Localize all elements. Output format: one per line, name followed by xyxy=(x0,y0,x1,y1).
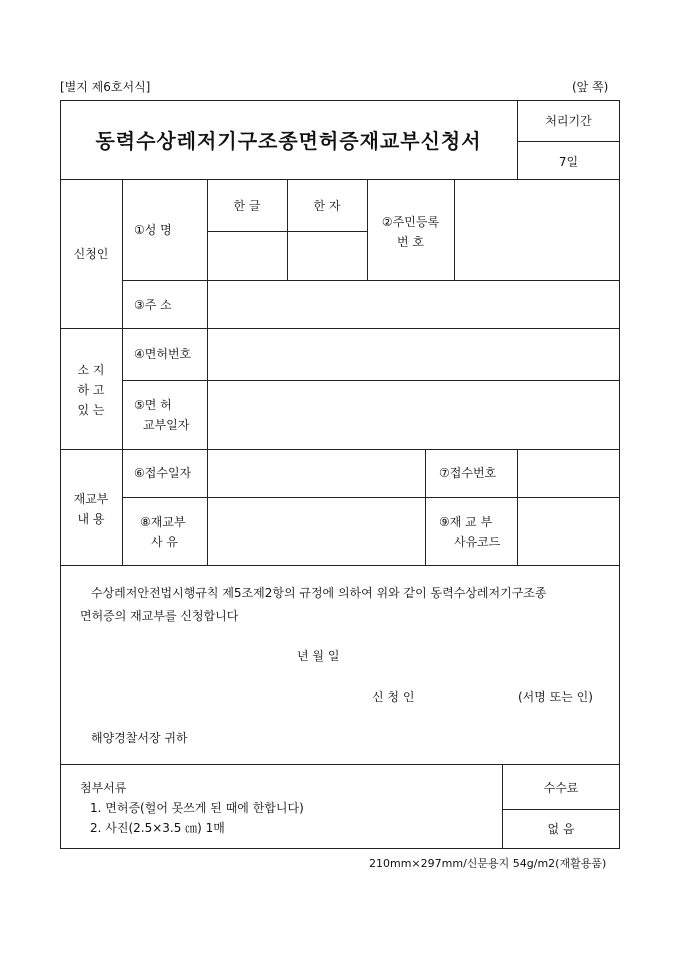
receipt-number-field[interactable] xyxy=(518,450,619,496)
divider xyxy=(60,565,620,566)
address-field[interactable] xyxy=(208,281,619,327)
name-label: ①성 명 xyxy=(134,223,172,237)
receipt-date-field[interactable] xyxy=(208,450,424,496)
issue-date-label: ⑤면 허 xyxy=(134,398,172,412)
date-line: 년 월 일 xyxy=(297,649,340,663)
applicant-signature-label: 신 청 인 xyxy=(372,690,415,704)
reissue-reason-field[interactable] xyxy=(208,498,424,564)
divider xyxy=(517,141,620,142)
divider xyxy=(367,179,368,280)
reissue-reason-label-2: 사 유 xyxy=(151,535,178,549)
divider xyxy=(425,449,426,565)
holding-section-label-3: 있 는 xyxy=(77,403,105,417)
fee-value: 없 음 xyxy=(547,822,575,836)
divider xyxy=(502,809,620,810)
addressee: 해양경찰서장 귀하 xyxy=(91,731,188,745)
issue-date-field[interactable] xyxy=(208,381,619,448)
hangul-label: 한 글 xyxy=(233,199,261,213)
sign-or-seal-note: (서명 또는 인) xyxy=(518,690,593,704)
page-side-label: (앞 쪽) xyxy=(572,80,609,94)
name-hangul-field[interactable] xyxy=(208,232,286,279)
address-label: ③주 소 xyxy=(134,298,172,312)
holding-section-label-2: 하 고 xyxy=(77,383,105,397)
name-hanja-field[interactable] xyxy=(288,232,366,279)
rrn-label: ②주민등록 xyxy=(381,215,440,229)
hanja-label: 한 자 xyxy=(313,199,341,213)
rrn-label-2: 번 호 xyxy=(397,235,424,249)
divider xyxy=(60,764,620,765)
attachment-item-2: 2. 사진(2.5×3.5 ㎝) 1매 xyxy=(90,821,225,835)
form-title: 동력수상레저기구조종면허증재교부신청서 xyxy=(95,129,482,153)
signature-field[interactable] xyxy=(430,684,510,710)
reissue-section-label-2: 내 용 xyxy=(77,512,105,526)
license-number-label: ④면허번호 xyxy=(134,347,192,361)
divider xyxy=(122,179,123,565)
processing-period-label: 처리기간 xyxy=(545,114,592,128)
divider xyxy=(502,764,503,849)
form-number: [별지 제6호서식] xyxy=(60,80,151,94)
reissue-reason-label: ⑧재교부 xyxy=(140,515,186,529)
paper-spec-footer: 210mm×297mm/신문용지 54g/m2(재활용품) xyxy=(369,857,607,870)
rrn-field[interactable] xyxy=(455,180,619,279)
attachments-label: 첨부서류 xyxy=(80,781,127,795)
applicant-section-label: 신청인 xyxy=(73,247,109,261)
reissue-section-label: 재교부 xyxy=(73,492,109,506)
reason-code-field[interactable] xyxy=(518,498,619,564)
issue-date-label-2: 교부일자 xyxy=(143,418,190,432)
license-number-field[interactable] xyxy=(208,329,619,379)
holding-section-label: 소 지 xyxy=(77,363,105,377)
processing-period-value: 7일 xyxy=(558,155,579,169)
receipt-date-label: ⑥접수일자 xyxy=(134,466,192,480)
statement-text: 수상레저안전법시행규칙 제5조제2항의 규정에 의하여 위와 같이 동력수상레저기구조종 xyxy=(91,586,547,600)
fee-label: 수수료 xyxy=(543,781,579,795)
statement-text-2: 면허증의 재교부를 신청합니다 xyxy=(80,609,239,623)
reason-code-label-2: 사유코드 xyxy=(454,535,501,549)
reason-code-label: ⑨재 교 부 xyxy=(439,515,493,529)
receipt-number-label: ⑦접수번호 xyxy=(439,466,497,480)
attachment-item: 1. 면허증(헐어 못쓰게 된 때에 한합니다) xyxy=(90,801,304,815)
